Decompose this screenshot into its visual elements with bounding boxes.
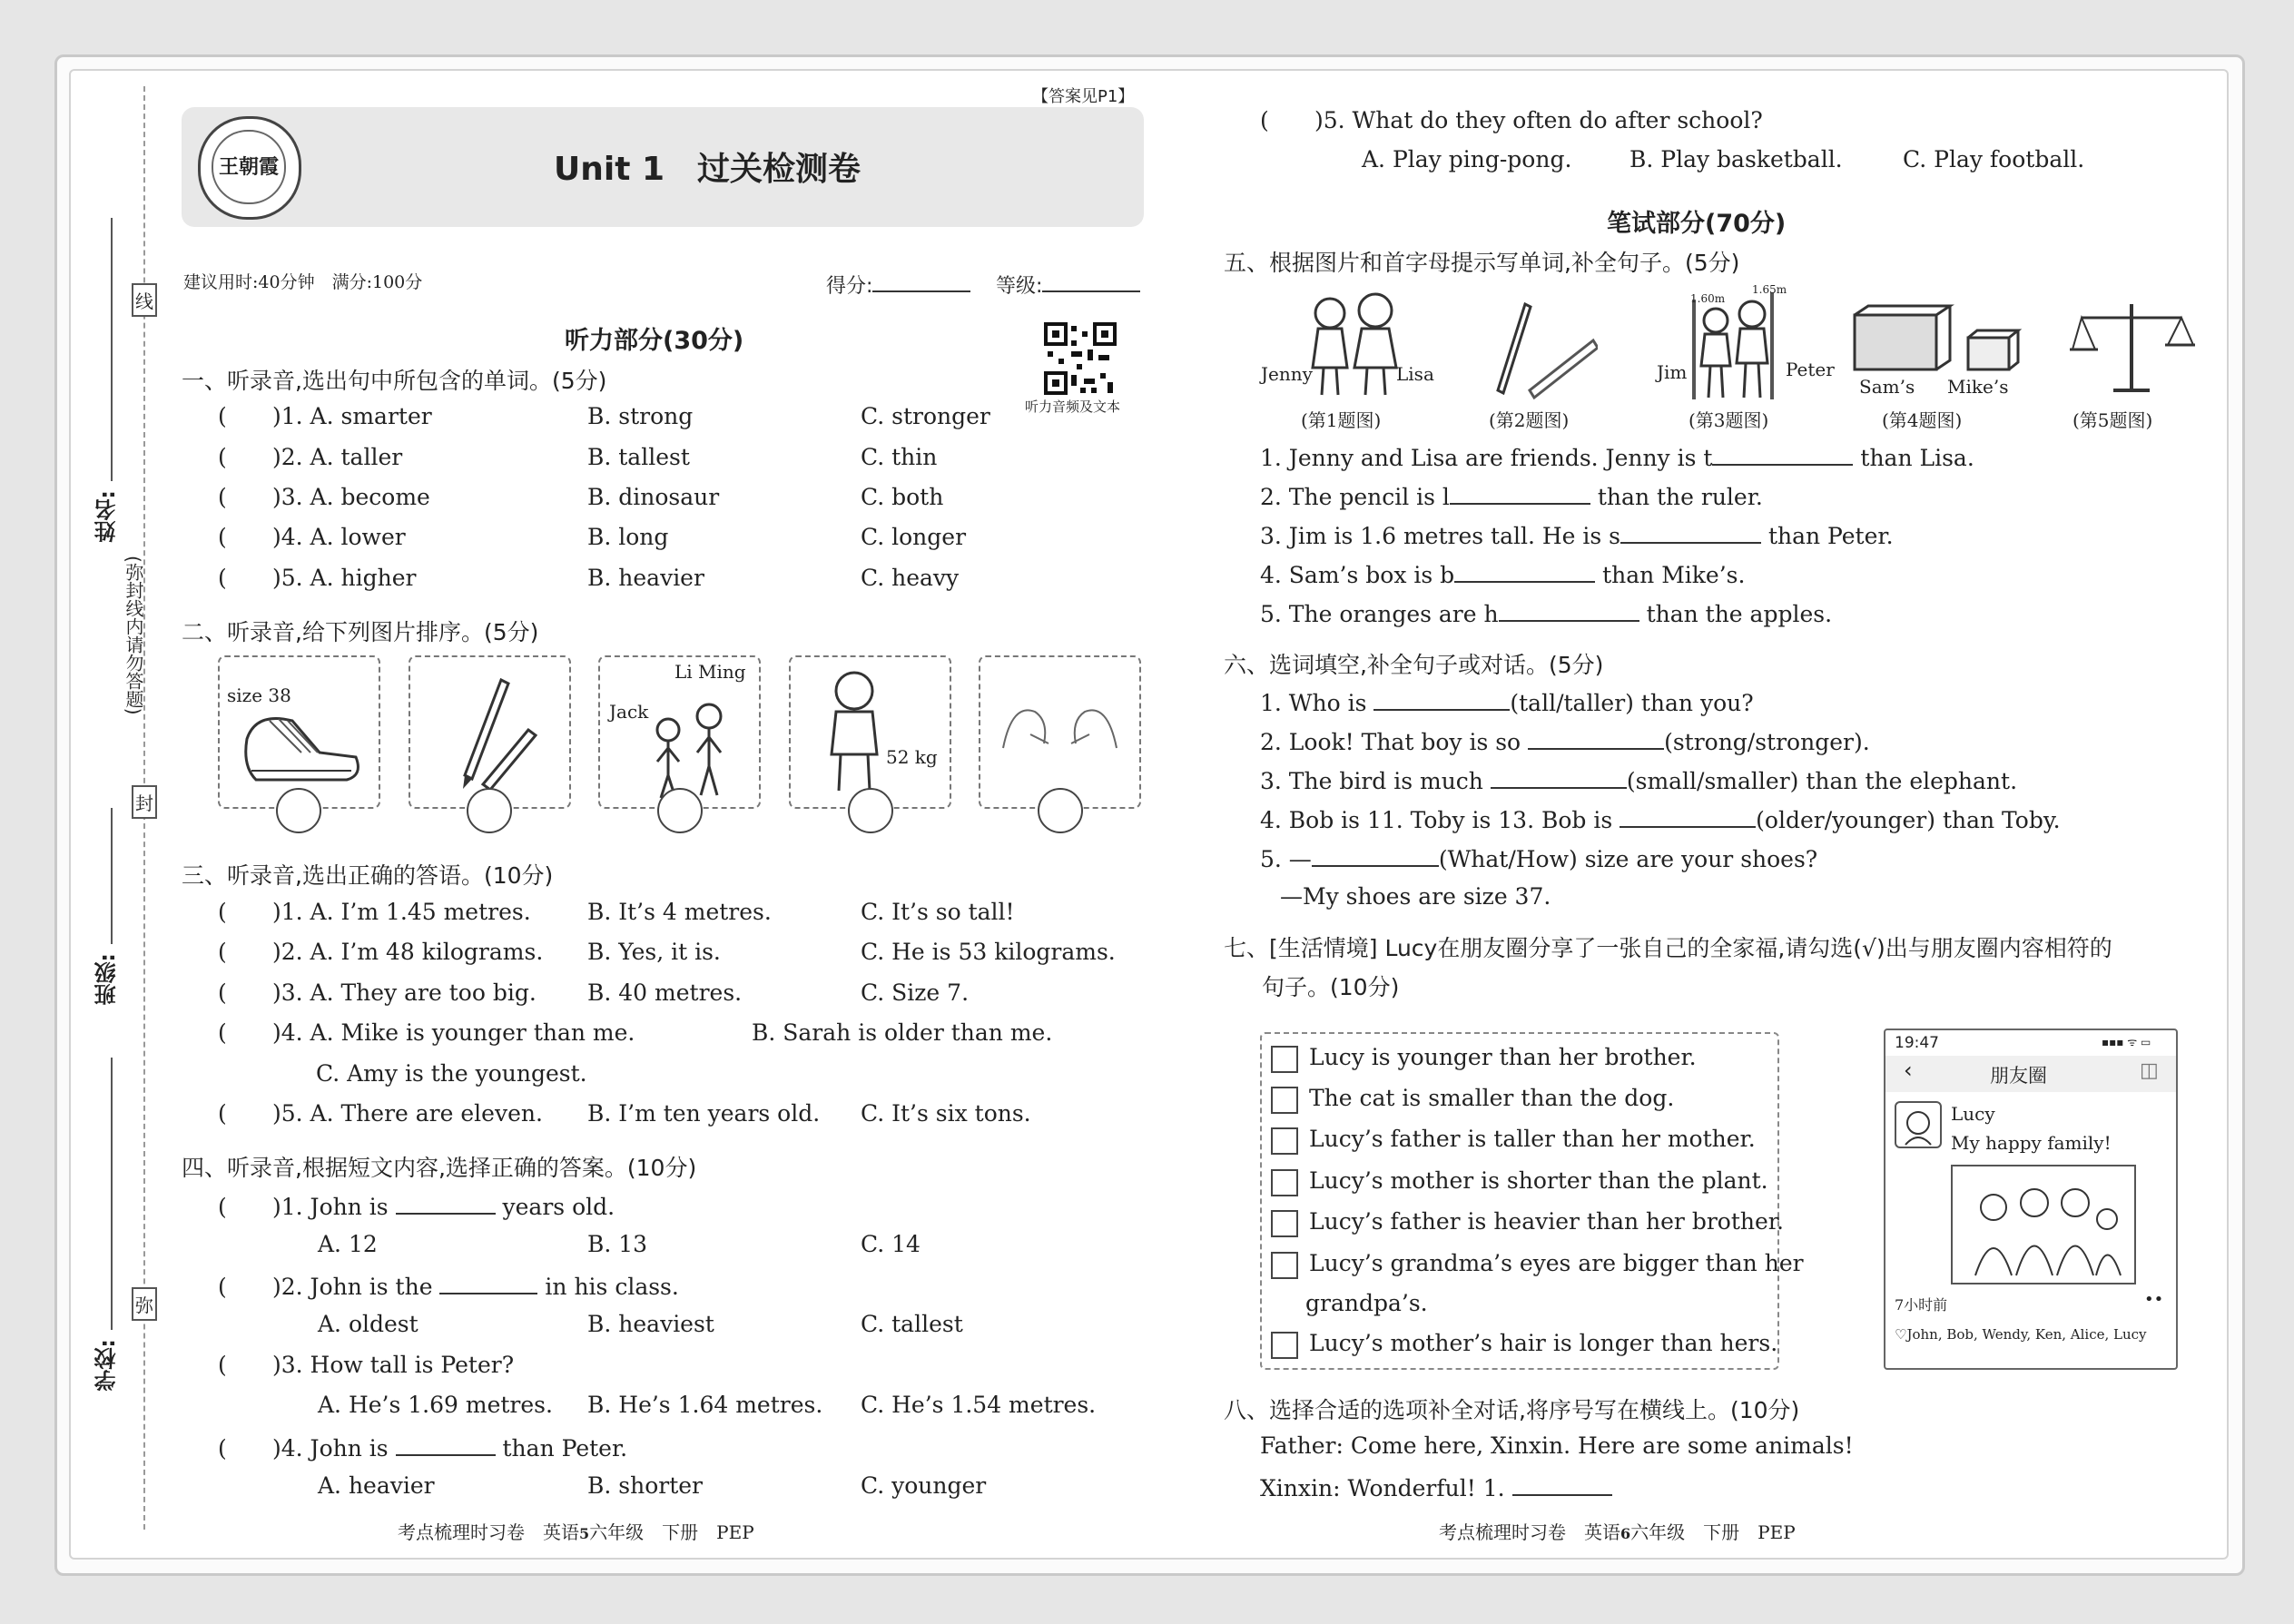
s3-q2-c: C. He is 53 kilograms. [861, 939, 1116, 965]
s2-pic4 [789, 655, 951, 809]
s4-q2-pre: )2. John is the [272, 1274, 433, 1300]
footer-left-b: 六年级 下册 PEP [589, 1521, 754, 1543]
s6-item-1-post: (tall/taller) than you? [1510, 690, 1754, 716]
s8-line-2 [1260, 1472, 1612, 1501]
s5-item-3-blank[interactable] [1620, 520, 1761, 544]
s6-item-1-blank[interactable] [1373, 687, 1510, 711]
s2-pic2 [409, 655, 571, 809]
s6-reply: —My shoes are size 37. [1280, 883, 1551, 910]
school-line [111, 1058, 113, 1330]
s6-item-2 [1260, 726, 1870, 755]
s1-q1-c: C. stronger [861, 403, 990, 429]
s7-option-3-text: Lucy’s father is taller than her mother. [1309, 1126, 1756, 1152]
grade-label: 等级: [996, 275, 1043, 298]
s2-order-circle-2[interactable] [467, 788, 512, 833]
s8-line-2-text: Xinxin: Wonderful! 1. [1260, 1475, 1505, 1501]
logo-text: 王朝霞 [212, 130, 286, 204]
name-line [111, 218, 113, 481]
title-banner [182, 107, 1144, 227]
seal-note: (弥封线内请勿答题) [123, 556, 144, 715]
s6-item-2-pre: 2. Look! That boy is so [1260, 729, 1521, 755]
s4-q1-blank[interactable] [396, 1191, 496, 1215]
s1-q1-a: )1. A. smarter [272, 403, 432, 429]
s4-q3-c: C. He’s 1.54 metres. [861, 1392, 1097, 1418]
s6-item-4 [1260, 804, 2061, 833]
qr-caption: 听力音频及文本 [1025, 399, 1121, 415]
name-label: 姓名: [94, 490, 120, 543]
s5-item-5-post: than the apples. [1646, 601, 1833, 627]
s4-q3: ( )3. How tall is Peter? [218, 1352, 515, 1378]
class-line [111, 808, 113, 944]
s5-item-2 [1260, 481, 1763, 510]
s1-q3-c: C. both [861, 484, 944, 510]
s1-q5-c: C. heavy [861, 565, 960, 591]
s7-option-7-text: Lucy’s mother’s hair is longer than hers. [1309, 1330, 1778, 1356]
s7-checkbox-5[interactable] [1271, 1210, 1298, 1237]
s4-q5-a: A. Play ping-pong. [1362, 146, 1572, 172]
s2-order-circle-4[interactable] [848, 788, 893, 833]
s1-q1: ( )1. A. smarter [218, 403, 432, 429]
s6-item-3-blank[interactable] [1491, 765, 1627, 789]
back-icon[interactable]: ‹ [1904, 1058, 1913, 1083]
s4-q1-post: years old. [502, 1194, 615, 1220]
s6-item-2-post: (strong/stronger). [1664, 729, 1870, 755]
s6-item-5-pre: 5. — [1260, 846, 1312, 872]
moments-card [1884, 1029, 2178, 1370]
s5-caption-5: (第5题图) [2072, 409, 2153, 431]
publisher-logo [198, 116, 301, 220]
boy-icon [813, 668, 895, 795]
s2-order-circle-1[interactable] [276, 788, 321, 833]
s3-q2-b: B. Yes, it is. [587, 939, 721, 965]
s3-q3-b: B. 40 metres. [587, 979, 743, 1006]
s5-item-4-blank[interactable] [1454, 559, 1595, 583]
answer-reference: 【答案见P1】 [1032, 87, 1135, 106]
s4-q5: ( )5. What do they often do after school? [1260, 107, 1763, 133]
s3-q5-c: C. It’s six tons. [861, 1100, 1031, 1127]
s3-q4: ( )4. A. Mike is younger than me. [218, 1019, 635, 1046]
s1-q5-b: B. heavier [587, 565, 704, 591]
s6-item-5-post: (What/How) size are your shoes? [1438, 846, 1818, 872]
s7-option-6-text: Lucy’s grandma’s eyes are bigger than her [1309, 1250, 1804, 1276]
more-icon[interactable]: •• [2144, 1290, 2164, 1309]
s4-q5-question: )5. What do they often do after school? [1314, 107, 1763, 133]
scale-icon [2068, 300, 2195, 399]
s5-item-2-post: than the ruler. [1597, 484, 1763, 510]
boys-icon [641, 694, 741, 802]
s7-title: 七、[生活情境] Lucy在朋友圈分享了一张自己的全家福,请勾选(√)出与朋友圈内容相符的 [1224, 935, 2112, 961]
s5-item-1 [1260, 442, 1974, 471]
s2-title: 二、听录音,给下列图片排序。(5分) [182, 619, 539, 645]
boys-height-icon [1679, 289, 1788, 402]
s1-q2-b: B. tallest [587, 444, 690, 470]
s6-item-1 [1260, 687, 1754, 716]
s7-checkbox-3[interactable] [1271, 1127, 1298, 1155]
s4-q2: ( )2. John is the in his class. [218, 1271, 679, 1300]
listening-heading: 听力部分(30分) [565, 327, 744, 355]
s3-q2-a: )2. A. I’m 48 kilograms. [272, 939, 544, 965]
hands-icon [994, 694, 1126, 766]
score-label: 得分: [826, 275, 873, 298]
s3-title: 三、听录音,选出正确的答语。(10分) [182, 862, 554, 889]
s7-title-cont: 句子。(10分) [1262, 974, 1400, 1000]
s1-q2-c: C. thin [861, 444, 938, 470]
s5-title: 五、根据图片和首字母提示写单词,补全句子。(5分) [1224, 250, 1740, 276]
footer-right-b: 六年级 下册 PEP [1630, 1521, 1796, 1543]
s4-q1-c: C. 14 [861, 1231, 921, 1257]
s3-q1: ( )1. A. I’m 1.45 metres. [218, 899, 531, 925]
camera-icon[interactable]: ◫ [2140, 1059, 2159, 1082]
family-photo[interactable] [1951, 1165, 2136, 1284]
s5-item-5 [1260, 598, 1832, 627]
s5-item-1-blank[interactable] [1712, 442, 1853, 466]
s6-item-2-blank[interactable] [1528, 726, 1664, 750]
s7-option-4 [1271, 1167, 1768, 1196]
s4-q4-pre: )4. John is [272, 1435, 389, 1462]
post-text: My happy family! [1951, 1132, 2112, 1154]
s1-q4-a: )4. A. lower [272, 524, 406, 550]
s3-q1-c: C. It’s so tall! [861, 899, 1015, 925]
s2-order-circle-5[interactable] [1038, 788, 1083, 833]
seal-feng: 封 [132, 785, 157, 819]
s2-pic1 [218, 655, 380, 809]
s4-q2-blank[interactable] [439, 1271, 537, 1294]
pencil-ruler-icon [447, 675, 537, 793]
s5-item-3 [1260, 520, 1894, 549]
s5-item-1-pre: 1. Jenny and Lisa are friends. Jenny is t [1260, 445, 1713, 471]
s1-q1-b: B. strong [587, 403, 694, 429]
s3-q3-c: C. Size 7. [861, 979, 970, 1006]
s5-label-peter-height: 1.65m [1752, 283, 1787, 296]
s7-option-5-text: Lucy’s father is heavier than her brother. [1309, 1208, 1784, 1235]
s3-q5-a: )5. A. There are eleven. [272, 1100, 543, 1127]
s6-item-4-pre: 4. Bob is 11. Toby is 13. Bob is [1260, 807, 1613, 833]
s1-q3-b: B. dinosaur [587, 484, 720, 510]
s2-pic3-jack: Jack [609, 701, 649, 723]
s6-item-5 [1260, 843, 1817, 872]
s7-checkbox-1[interactable] [1271, 1046, 1298, 1073]
class-label: 班级: [94, 953, 120, 1006]
s5-item-5-blank[interactable] [1499, 598, 1639, 622]
page-title: Unit 1 过关检测卷 [554, 151, 861, 188]
s4-q3-b: B. He’s 1.64 metres. [587, 1392, 823, 1418]
s6-item-4-blank[interactable] [1620, 804, 1756, 828]
phone-status-icons: ▪▪▪ ᯤ ▭ [2102, 1036, 2151, 1048]
s7-checkbox-6[interactable] [1271, 1252, 1298, 1279]
s2-order-circle-3[interactable] [657, 788, 703, 833]
family-photo-icon [1953, 1166, 2134, 1283]
grade-field [996, 269, 1140, 299]
s8-title: 八、选择合适的选项补全对话,将序号写在横线上。(10分) [1224, 1397, 1800, 1423]
s5-caption-3: (第3题图) [1689, 409, 1769, 431]
s2-pic5 [979, 655, 1141, 809]
seal-xian: 线 [132, 283, 157, 317]
s5-item-1-post: than Lisa. [1860, 445, 1974, 471]
s5-item-4-pre: 4. Sam’s box is b [1260, 562, 1455, 588]
s6-item-1-pre: 1. Who is [1260, 690, 1367, 716]
avatar-face-icon [1896, 1103, 1940, 1147]
s4-q4-c: C. younger [861, 1472, 987, 1499]
footer-left-a: 考点梳理时习卷 英语 [398, 1521, 579, 1543]
s7-option-4-text: Lucy’s mother is shorter than the plant. [1309, 1167, 1768, 1194]
s4-q1-pre: )1. John is [272, 1194, 389, 1220]
s5-item-3-post: than Peter. [1767, 523, 1894, 549]
s7-option-5 [1271, 1208, 1784, 1237]
s4-q2-a: A. oldest [318, 1311, 418, 1337]
s7-checkbox-7[interactable] [1271, 1332, 1298, 1359]
s4-q2-b: B. heaviest [587, 1311, 714, 1337]
s1-q5-a: )5. A. higher [272, 565, 417, 591]
s4-q2-c: C. tallest [861, 1311, 963, 1337]
s5-item-4-post: than Mike’s. [1602, 562, 1746, 588]
s5-item-4 [1260, 559, 1745, 588]
s6-item-3-pre: 3. The bird is much [1260, 768, 1483, 794]
grade-blank[interactable] [1042, 269, 1140, 292]
s4-q4-post: than Peter. [502, 1435, 628, 1462]
s5-item-5-pre: 5. The oranges are h [1260, 601, 1499, 627]
s6-item-5-blank[interactable] [1312, 843, 1439, 867]
s3-q4-a: )4. A. Mike is younger than me. [272, 1019, 635, 1046]
s7-option-7 [1271, 1330, 1777, 1359]
post-time-ago: 7小时前 [1895, 1296, 1948, 1314]
score-field [826, 269, 970, 299]
s5-caption-1: (第1题图) [1301, 409, 1382, 431]
qr-code-icon[interactable] [1044, 322, 1117, 395]
written-heading: 笔试部分(70分) [1607, 210, 1787, 238]
s1-q3-a: )3. A. become [272, 484, 430, 510]
score-blank[interactable] [872, 269, 970, 292]
s3-q5-b: B. I’m ten years old. [587, 1100, 821, 1127]
s8-line-1: Father: Come here, Xinxin. Here are some animals! [1260, 1432, 1854, 1459]
pencil-ruler-compare-icon [1489, 300, 1598, 399]
page-number-right: 6 [1620, 1525, 1631, 1542]
s3-q5: ( )5. A. There are eleven. [218, 1100, 543, 1127]
s1-q4-c: C. longer [861, 524, 967, 550]
s3-q4-b: B. Sarah is older than me. [752, 1019, 1053, 1046]
phone-time: 19:47 [1895, 1034, 1939, 1052]
phone-title: 朋友圈 [1990, 1065, 2047, 1087]
footer-right [1439, 1518, 1796, 1544]
s5-label-jim: Jim [1657, 361, 1688, 383]
s5-label-jim-height: 1.60m [1690, 292, 1726, 305]
s4-q1-b: B. 13 [587, 1231, 648, 1257]
s3-q1-b: B. It’s 4 metres. [587, 899, 772, 925]
post-user: Lucy [1951, 1103, 1995, 1125]
s7-checkbox-4[interactable] [1271, 1169, 1298, 1196]
s5-item-2-blank[interactable] [1450, 481, 1590, 505]
s3-q3-a: )3. A. They are too big. [272, 979, 537, 1006]
s8-blank-1[interactable] [1512, 1472, 1612, 1496]
s3-q2: ( )2. A. I’m 48 kilograms. [218, 939, 544, 965]
s1-q2: ( )2. A. taller [218, 444, 403, 470]
s1-title: 一、听录音,选出句中所包含的单词。(5分) [182, 368, 607, 394]
s5-label-peter: Peter [1786, 359, 1835, 380]
s3-q3: ( )3. A. They are too big. [218, 979, 537, 1006]
s4-title: 四、听录音,根据短文内容,选择正确的答案。(10分) [182, 1155, 697, 1181]
s4-q2-post: in his class. [545, 1274, 679, 1300]
s2-pic1-label: size 38 [227, 684, 291, 706]
s5-label-lisa: Lisa [1396, 363, 1434, 385]
post-likes: ♡John, Bob, Wendy, Ken, Alice, Lucy [1895, 1326, 2147, 1343]
s5-item-3-pre: 3. Jim is 1.6 metres tall. He is s [1260, 523, 1620, 549]
s4-q4-blank[interactable] [396, 1432, 496, 1456]
s2-pic3 [598, 655, 761, 809]
s7-option-2 [1271, 1085, 1674, 1114]
s5-label-mike: Mike’s [1947, 376, 2009, 398]
s3-q1-a: )1. A. I’m 1.45 metres. [272, 899, 531, 925]
s4-q3-a: A. He’s 1.69 metres. [318, 1392, 553, 1418]
s1-q2-a: )2. A. taller [272, 444, 403, 470]
s7-options-box [1260, 1032, 1779, 1370]
s7-option-3 [1271, 1126, 1756, 1155]
page-number-left: 5 [579, 1525, 590, 1542]
boxes-icon [1850, 301, 2023, 374]
school-label: 学校: [94, 1339, 120, 1392]
s1-q3: ( )3. A. become [218, 484, 430, 510]
s7-option-6-cont: grandpa’s. [1305, 1290, 1428, 1316]
time-limit: 建议用时:40分钟 满分:100分 [183, 272, 423, 292]
s6-title: 六、选词填空,补全句子或对话。(5分) [1224, 652, 1604, 678]
s1-q4: ( )4. A. lower [218, 524, 406, 550]
s4-q3-question: )3. How tall is Peter? [272, 1352, 515, 1378]
s7-option-1-text: Lucy is younger than her brother. [1309, 1044, 1697, 1070]
s5-item-2-pre: 2. The pencil is l [1260, 484, 1450, 510]
s7-option-6 [1271, 1250, 1804, 1279]
s4-q4-a: A. heavier [318, 1472, 435, 1499]
s6-item-3-post: (small/smaller) than the elephant. [1626, 768, 2018, 794]
seal-mi: 弥 [132, 1287, 157, 1321]
s7-option-1 [1271, 1044, 1697, 1073]
s4-q5-c: C. Play football. [1903, 146, 2085, 172]
s5-label-jenny: Jenny [1261, 363, 1313, 385]
s5-label-sam: Sam’s [1859, 376, 1915, 398]
footer-left [398, 1518, 754, 1544]
footer-right-a: 考点梳理时习卷 英语 [1439, 1521, 1620, 1543]
avatar [1895, 1101, 1942, 1148]
s4-q1: ( )1. John is years old. [218, 1191, 615, 1220]
s4-q1-a: A. 12 [318, 1231, 378, 1257]
girls-icon [1298, 290, 1407, 399]
s5-caption-4: (第4题图) [1882, 409, 1963, 431]
s7-option-2-text: The cat is smaller than the dog. [1309, 1085, 1675, 1111]
s4-q4-b: B. shorter [587, 1472, 703, 1499]
s6-item-4-post: (older/younger) than Toby. [1756, 807, 2061, 833]
s4-q5-b: B. Play basketball. [1629, 146, 1843, 172]
s1-q5: ( )5. A. higher [218, 565, 417, 591]
s6-item-3 [1260, 765, 2017, 794]
s2-pic3-liming: Li Ming [674, 661, 746, 683]
s2-pic4-weight: 52 kg [886, 746, 938, 768]
shoes-icon [238, 703, 365, 784]
s5-caption-2: (第2题图) [1489, 409, 1570, 431]
s1-q4-b: B. long [587, 524, 669, 550]
s4-q4: ( )4. John is than Peter. [218, 1432, 627, 1462]
s3-q4-c: C. Amy is the youngest. [316, 1060, 587, 1087]
s7-checkbox-2[interactable] [1271, 1087, 1298, 1114]
